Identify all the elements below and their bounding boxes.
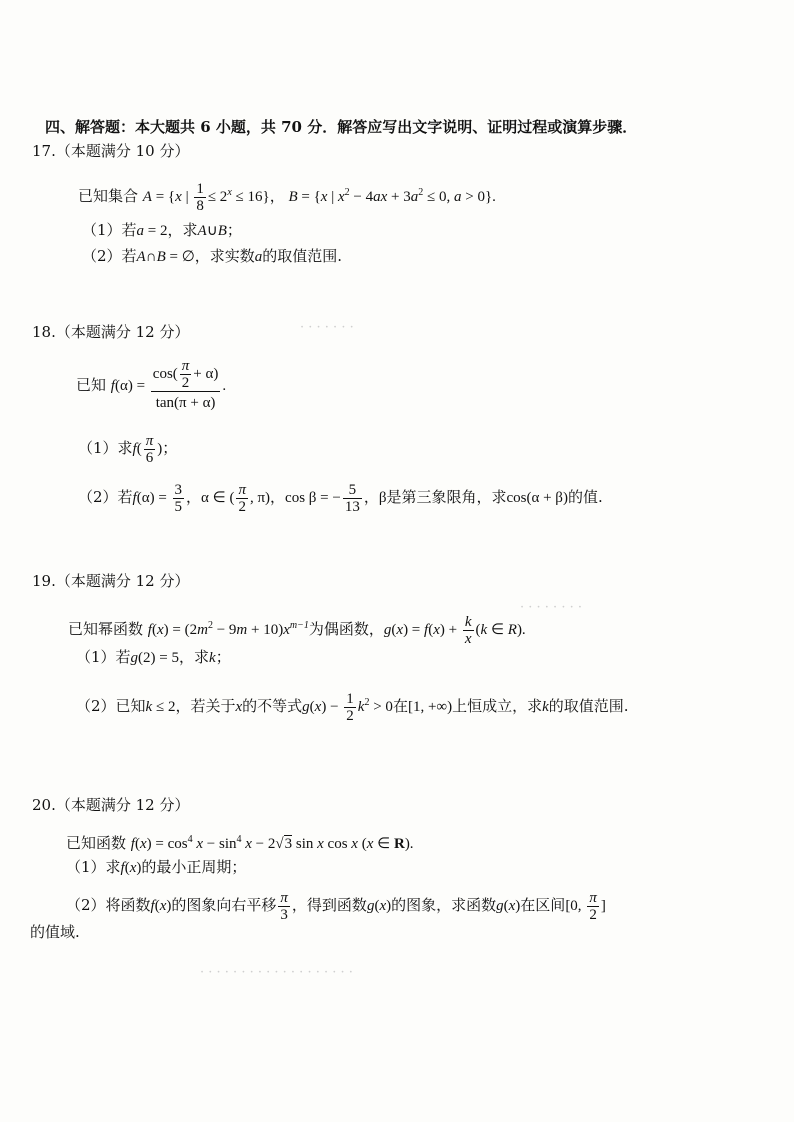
problem-number: 18. xyxy=(32,323,56,341)
bleed-through-text: · · · · · · · · · · · · · · · · · · · xyxy=(200,965,353,980)
problem-18-part-2: （2）若f(α) = $\frac{3}{5}$ ，α ∈ ( $\frac{\pi}{2}$ , π)，cos β = − $\frac{5}{13}$ ，β是第三象限角，求cos(α + β)的值. xyxy=(78,481,603,515)
problem-18-stem: 已知 f(α) = cos( $\frac{\pi}{2}$ + α) tan(π + α) . xyxy=(76,355,226,416)
problem-score: （本题满分 10 分） xyxy=(55,142,190,160)
problem-20-part-1: （1）求f(x)的最小正周期； xyxy=(66,858,247,876)
problem-19-stem: 已知幂函数 $f(x) = (2m^2 - 9m + 10)x^{m-1}$为偶函数，g(x) = f(x) + $\frac{k}{x}$ (k ∈ R). xyxy=(68,613,526,647)
fraction: cos( $\frac{\pi}{2}$ + α) tan(π + α) xyxy=(152,358,219,411)
problem-18-part-1: （1）求f( $\frac{\pi}{6}$ )； xyxy=(78,432,178,466)
problem-score: （本题满分 12 分） xyxy=(55,323,190,341)
problem-17-header xyxy=(32,141,189,161)
problem-number: 17. xyxy=(32,142,56,160)
problem-17-part-2: （2）若A∩B = ∅，求实数a的取值范围. xyxy=(82,247,343,265)
problem-number: 19. xyxy=(32,572,56,590)
problem-18-header xyxy=(32,322,189,342)
problem-20-part-2-continued: 的值域. xyxy=(30,923,80,941)
problem-20-part-2: （2）将函数f(x)的图象向右平移 $\frac{\pi}{3}$ ，得到函数g(x)的图象，求函数g(x)在区间[0, $\frac{\pi}{2}$ ] xyxy=(66,889,606,923)
problem-17-stem: 已知集合 A = {x | $\frac{1}{8}$ ≤ $2^x \le 16$}， B = {x | $x^2 - 4ax + 3a^2 \le 0$, a > 0}. xyxy=(78,180,496,214)
bleed-through-text: · · · · · · · xyxy=(300,320,354,335)
problem-20-stem: 已知函数 $f(x) = \cos^4 x - \sin^4 x - 2√3$ sin x cos x (x ∈ R). xyxy=(66,834,414,852)
problem-score: （本题满分 12 分） xyxy=(55,796,190,814)
problem-score: （本题满分 12 分） xyxy=(55,572,190,590)
bleed-through-text: · · · · · · · · xyxy=(520,600,582,615)
section-heading: 四、解答题：本大题共 6 小题，共 70 分．解答应写出文字说明、证明过程或演算步骤． xyxy=(45,118,638,136)
problem-19-header xyxy=(32,571,189,591)
fraction: $\frac{1}{8}$ xyxy=(196,180,204,214)
problem-17-part-1: （1）若a = 2，求A∪B； xyxy=(82,221,242,239)
problem-19-part-1: （1）若g(2) = 5，求k； xyxy=(76,648,231,666)
problem-20-header xyxy=(32,795,189,815)
problem-19-part-2: （2）已知k ≤ 2，若关于x的不等式g(x) − $\frac{1}{2}$ $k^2 > 0$在[1, +∞)上恒成立，求k的取值范围. xyxy=(76,690,629,724)
problem-number: 20. xyxy=(32,796,56,814)
